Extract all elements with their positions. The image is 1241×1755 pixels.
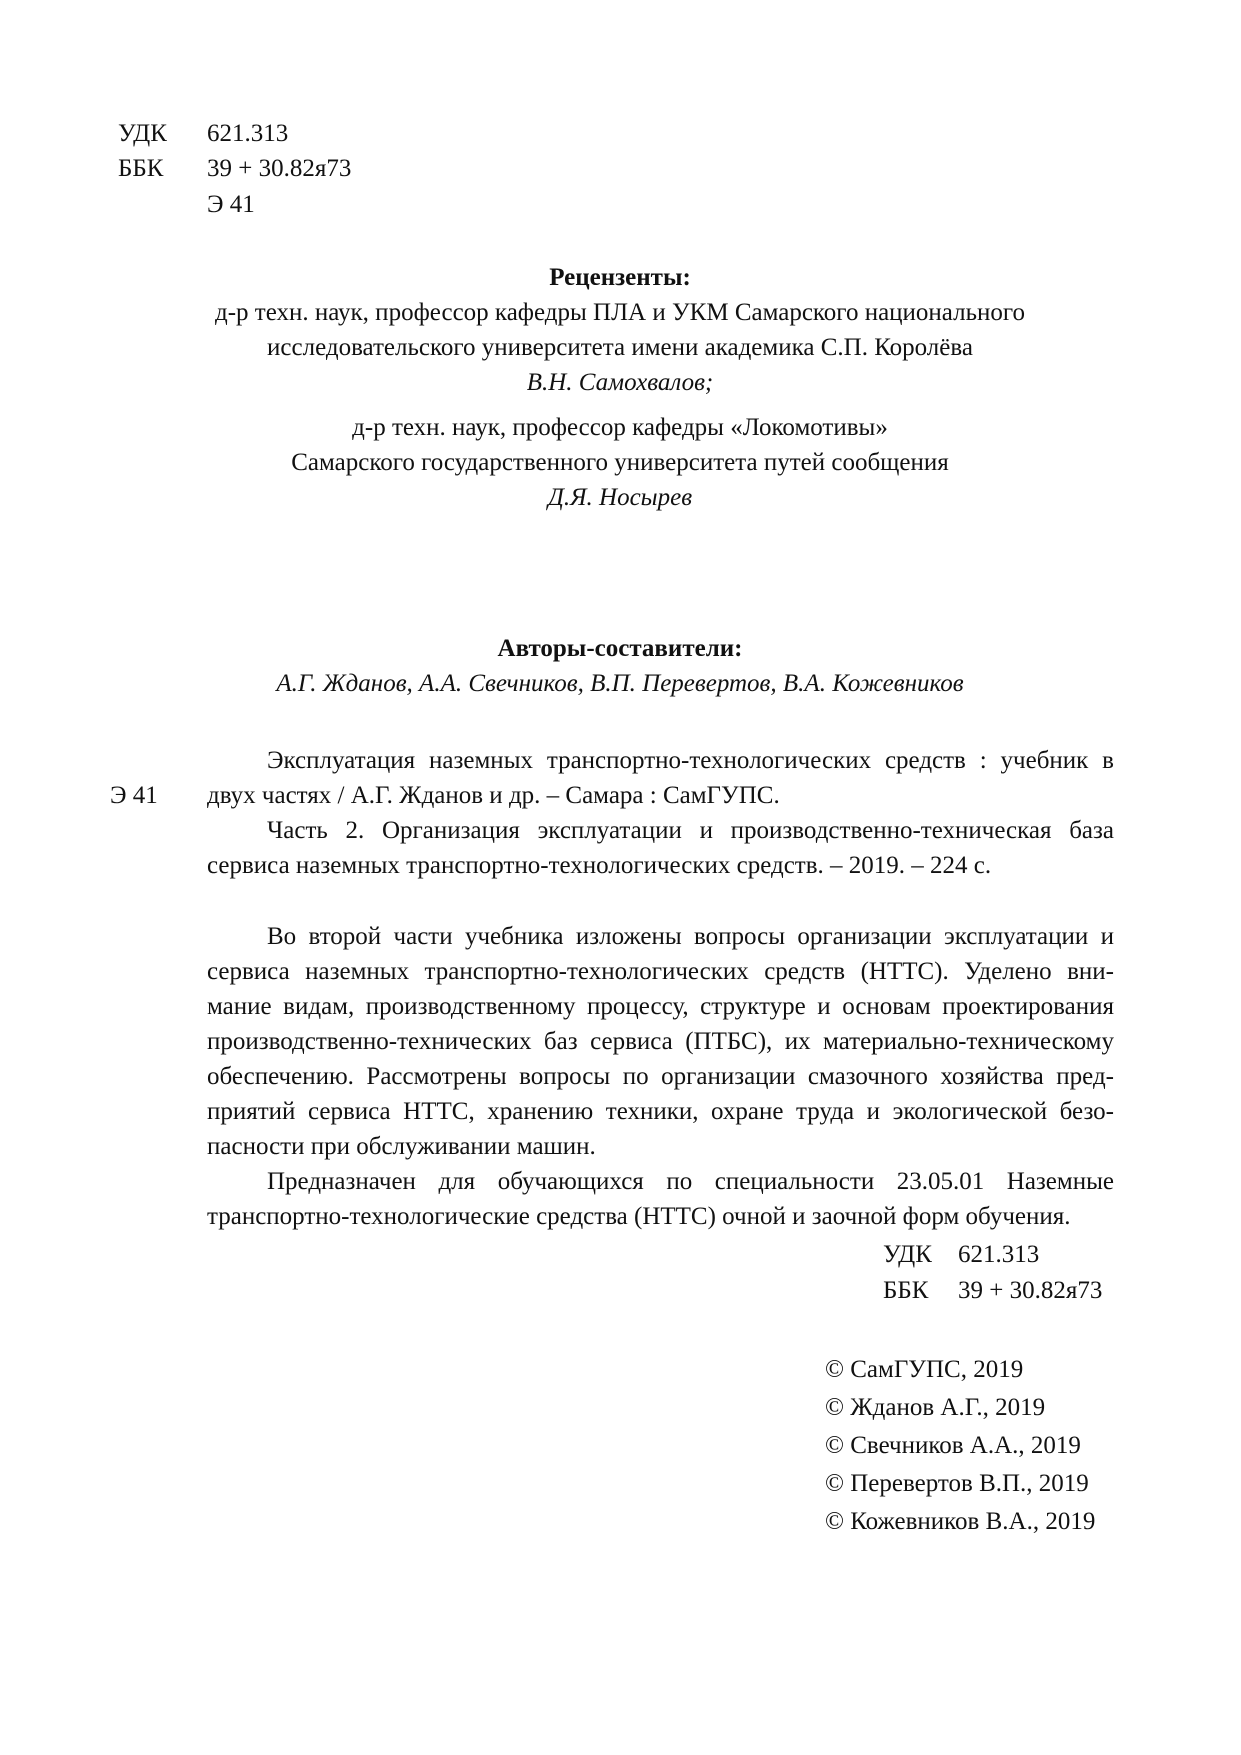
udk-label: УДК bbox=[118, 120, 167, 147]
bottom-udk-label: УДК bbox=[883, 1241, 932, 1268]
bottom-bbk-label: ББК bbox=[883, 1277, 929, 1304]
reviewer-2-name: Д.Я. Носырев bbox=[547, 484, 693, 511]
bottom-bbk-value: 39 + 30.82я73 bbox=[958, 1277, 1103, 1304]
reviewer-1-name: В.Н. Самохвалов; bbox=[526, 369, 714, 396]
bbk-label: ББК bbox=[118, 155, 164, 182]
reviewer-2-line-1: д-р техн. наук, профессор кафедры «Локомотивы» bbox=[352, 414, 888, 441]
bibliography-paragraph-1: Эксплуатация наземных транспортно-технологических средств : учебник в двух частях / А.Г. Жданов и др. – Самара : СамГУПС. bbox=[207, 747, 1114, 809]
abstract-paragraph-2: Предназначен для обучающихся по специальности 23.05.01 Наземные транспортно-технологические средства (НТТС) очной и заочной форм обучения. bbox=[207, 1168, 1114, 1230]
abstract-paragraph-1: Во второй части учебника изложены вопросы организации эксплуатации и сервиса наземных транспортно-технологических средств (НТТС). Уделено внимание видам, производственному процессу, структуре и основам проектирования производственно-технических баз сервиса (ПТБС), их материально-техническому обеспечению. Рассмотрены вопросы по организации смазочного хозяйства предприятий сервиса НТТС, хранению техники, охране труда и экологической безопасности при обслуживании машин. bbox=[207, 923, 1114, 1160]
bottom-udk-value: 621.313 bbox=[958, 1241, 1040, 1268]
reviewer-1-line-2: исследовательского университета имени академика С.П. Королёва bbox=[267, 334, 973, 361]
copyright-line: © СамГУПС, 2019 bbox=[825, 1356, 1024, 1383]
authors-names: А.Г. Жданов, А.А. Свечников, В.П. Перевертов, В.А. Кожевников bbox=[276, 670, 964, 697]
abstract bbox=[207, 919, 1114, 1234]
bibliography-paragraph-2: Часть 2. Организация эксплуатации и производственно-техническая база сервиса наземных транспортно-технологических средств. – 2019. – 224 с. bbox=[207, 817, 1114, 879]
reviewers-section bbox=[160, 260, 1080, 515]
reviewer-1-line-1: д-р техн. наук, профессор кафедры ПЛА и УКМ Самарского национального bbox=[214, 299, 1026, 326]
bibliography-entry bbox=[207, 743, 1114, 883]
copyright-line: © Кожевников В.А., 2019 bbox=[825, 1508, 1096, 1535]
authors-section bbox=[160, 631, 1080, 701]
udk-value: 621.313 bbox=[207, 120, 289, 147]
reviewer-2-line-2: Самарского государственного университета путей сообщения bbox=[291, 449, 949, 476]
authors-heading: Авторы-составители: bbox=[497, 635, 743, 662]
copyright-line: © Свечников А.А., 2019 bbox=[825, 1432, 1081, 1459]
bibliography-side-code: Э 41 bbox=[110, 782, 158, 809]
author-sign: Э 41 bbox=[207, 191, 255, 218]
copyright-line: © Жданов А.Г., 2019 bbox=[825, 1394, 1046, 1421]
copyright-line: © Перевертов В.П., 2019 bbox=[825, 1470, 1089, 1497]
bbk-value: 39 + 30.82я73 bbox=[207, 155, 352, 182]
reviewers-heading: Рецензенты: bbox=[549, 264, 691, 291]
